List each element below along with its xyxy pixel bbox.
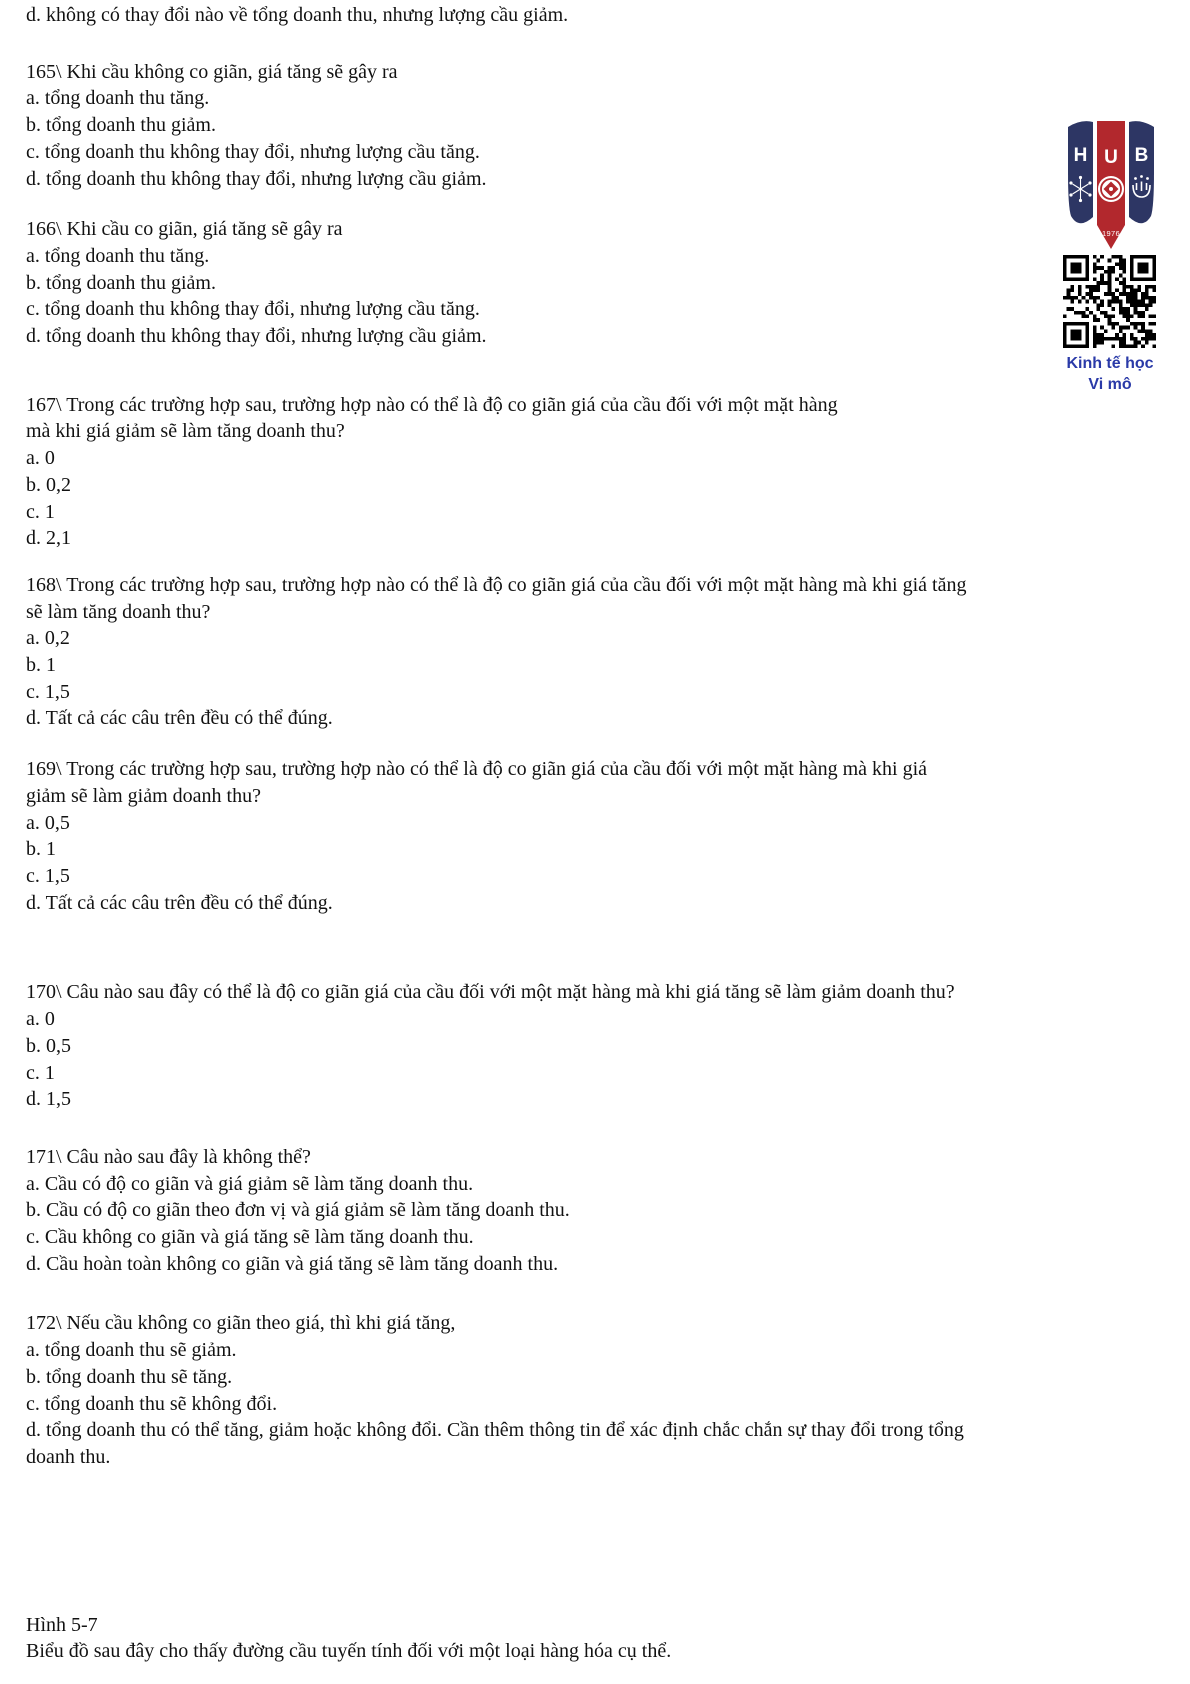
question-block [26, 756, 1180, 916]
answer-option: b. Cầu có độ co giãn theo đơn vị và giá giảm sẽ làm tăng doanh thu. [26, 1199, 570, 1222]
answer-option: d. tổng doanh thu không thay đổi, nhưng lượng cầu giảm. [26, 325, 487, 348]
qr-code [1062, 255, 1157, 348]
answer-option: c. 1 [26, 500, 55, 523]
figure-caption: Biểu đồ sau đây cho thấy đường cầu tuyến tính đối với một loại hàng hóa cụ thể. [26, 1640, 672, 1663]
answer-option: b. tổng doanh thu sẽ tăng. [26, 1365, 233, 1388]
answer-option: d. Cầu hoàn toàn không co giãn và giá tăng sẽ làm tăng doanh thu. [26, 1252, 559, 1275]
figure-label: Hình 5-7 [26, 1613, 98, 1636]
answer-option: a. 0 [26, 1008, 55, 1031]
question-text-line: 171\ Câu nào sau đây là không thể? [26, 1145, 311, 1168]
answer-option: a. tổng doanh thu tăng. [26, 87, 210, 110]
answer-option: c. tổng doanh thu không thay đổi, nhưng lượng cầu tăng. [26, 140, 480, 163]
question-text-line: 169\ Trong các trường hợp sau, trường hợp nào có thể là độ co giãn giá của cầu đối với một mặt hàng mà khi giá [26, 758, 928, 781]
course-title: Kinh tế học [1066, 355, 1154, 372]
shield-right-panel [1129, 121, 1154, 223]
logo-letter-u: U [1104, 147, 1118, 168]
course-subtitle: Vi mô [1088, 376, 1132, 393]
answer-option: b. tổng doanh thu giảm. [26, 114, 216, 137]
shield-left-panel [1068, 121, 1093, 223]
answer-option: c. tổng doanh thu sẽ không đổi. [26, 1392, 278, 1415]
answer-option: b. 0,5 [26, 1034, 71, 1057]
answer-option: d. tổng doanh thu không thay đổi, nhưng lượng cầu giảm. [26, 167, 487, 190]
answer-option: a. 0,2 [26, 627, 70, 650]
answer-option: a. 0 [26, 447, 55, 470]
logo-year: 1976 [1102, 229, 1120, 238]
question-text-line: mà khi giá giảm sẽ làm tăng doanh thu? [26, 420, 345, 443]
answer-option: c. 1,5 [26, 680, 70, 703]
logo-letter-h: H [1073, 145, 1088, 166]
question-block [26, 979, 1180, 1113]
question-text-line: 172\ Nếu cầu không co giãn theo giá, thì khi giá tăng, [26, 1312, 456, 1335]
orphan-answer-option: d. không có thay đổi nào về tổng doanh thu, nhưng lượng cầu giảm. [26, 4, 569, 26]
answer-option: d. Tất cả các câu trên đều có thể đúng. [26, 707, 333, 730]
answer-option: c. Cầu không co giãn và giá tăng sẽ làm tăng doanh thu. [26, 1226, 474, 1249]
answer-option: d. 2,1 [26, 527, 71, 550]
question-text-line: 170\ Câu nào sau đây có thể là độ co giãn giá của cầu đối với một mặt hàng mà khi giá tăng sẽ làm giảm doanh thu? [26, 981, 955, 1004]
answer-option: b. tổng doanh thu giảm. [26, 271, 216, 294]
question-text-column [26, 2, 1180, 1665]
qr-code-pattern [1062, 255, 1157, 348]
answer-option: c. 1 [26, 1061, 55, 1084]
answer-option: a. Cầu có độ co giãn và giá giảm sẽ làm tăng doanh thu. [26, 1172, 474, 1195]
question-block [26, 572, 1180, 732]
answer-option: a. tổng doanh thu sẽ giảm. [26, 1339, 237, 1362]
logo-letter-b: B [1134, 145, 1149, 166]
question-block [26, 1310, 1180, 1470]
answer-option: d. tổng doanh thu có thể tăng, giảm hoặc không đổi. Cần thêm thông tin để xác định chắc chắn sự thay đổi trong tổng [26, 1419, 964, 1442]
answer-option: d. 1,5 [26, 1088, 71, 1111]
answer-option: c. tổng doanh thu không thay đổi, nhưng lượng cầu tăng. [26, 298, 480, 321]
badge-caption [1035, 353, 1185, 395]
hub-shield-icon [1065, 117, 1157, 251]
answer-option: c. 1,5 [26, 864, 70, 887]
question-text-line: giảm sẽ làm giảm doanh thu? [26, 784, 261, 807]
answer-option: b. 0,2 [26, 473, 71, 496]
hub-logo [1065, 117, 1157, 251]
answer-option: b. 1 [26, 654, 56, 677]
coin-emblem-icon [1098, 176, 1124, 202]
question-block [26, 392, 1180, 552]
question-block [26, 1144, 1180, 1278]
question-block [26, 216, 1180, 350]
answer-option: a. tổng doanh thu tăng. [26, 244, 210, 267]
figure-block [26, 1612, 1180, 1665]
question-block [26, 59, 1180, 193]
question-text-line: 165\ Khi cầu không co giãn, giá tăng sẽ gây ra [26, 60, 398, 83]
answer-option: doanh thu. [26, 1445, 111, 1468]
question-text-line: 168\ Trong các trường hợp sau, trường hợp nào có thể là độ co giãn giá của cầu đối với một mặt hàng mà khi giá tăng [26, 573, 967, 596]
answer-option: a. 0,5 [26, 811, 70, 834]
question-text-line: 166\ Khi cầu co giãn, giá tăng sẽ gây ra [26, 218, 343, 241]
question-text-line: sẽ làm tăng doanh thu? [26, 600, 211, 623]
question-text-line: 167\ Trong các trường hợp sau, trường hợp nào có thể là độ co giãn giá của cầu đối với một mặt hàng [26, 393, 838, 416]
answer-option: b. 1 [26, 838, 56, 861]
answer-option: d. Tất cả các câu trên đều có thể đúng. [26, 891, 333, 914]
